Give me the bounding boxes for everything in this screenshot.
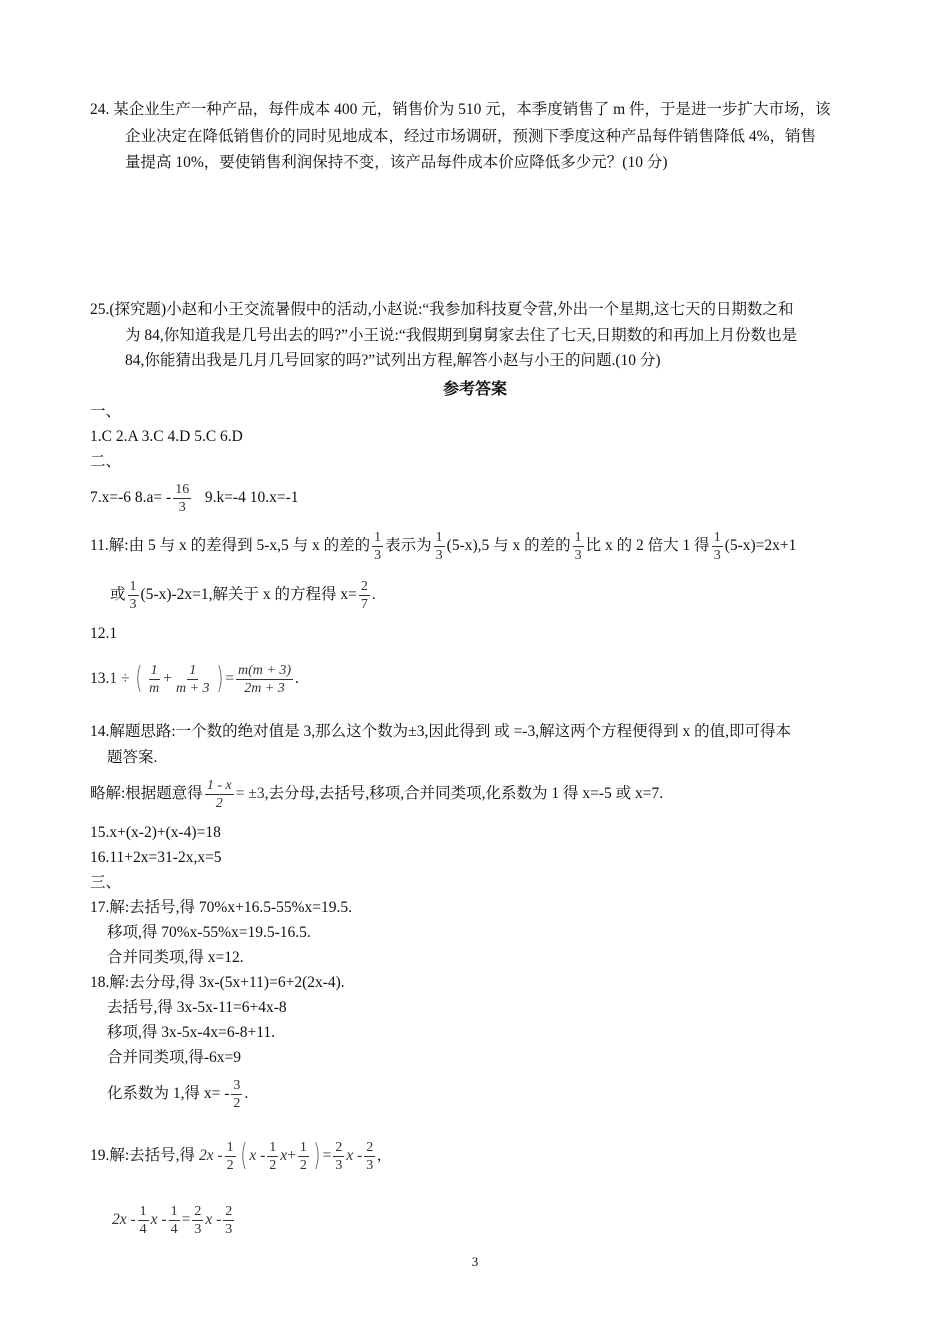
equals-sign: = xyxy=(225,670,235,687)
answer-11-text-b: 表示为 xyxy=(385,537,432,554)
answer-14-text-b: ,去分母,去括号,移项,合并同类项,化系数为 1 得 x=-5 或 x=7. xyxy=(264,785,664,802)
answer-19-text: 19.解:去括号,得 xyxy=(90,1147,196,1164)
answers-title: 参考答案 xyxy=(442,379,507,398)
answer-17-line-3: 合并同类项,得 x=12. xyxy=(107,949,244,966)
answer-14-line-3 xyxy=(90,772,663,816)
fraction-denominator: m xyxy=(149,680,160,696)
left-paren-icon: ( xyxy=(135,661,143,697)
fraction-2-3 xyxy=(364,1139,375,1174)
answer-16: 16.11+2x=31-2x,x=5 xyxy=(90,849,222,866)
answer-18-period: . xyxy=(244,1085,249,1102)
q25-line-1: 25.(探究题)小赵和小王交流暑假中的活动,小赵说:“我参加科技夏令营,外出一个星期,这七天的日期数之和 xyxy=(90,301,794,318)
fraction-numerator: 1 xyxy=(189,662,197,678)
fraction-1-4 xyxy=(169,1203,180,1238)
fraction-1-3 xyxy=(372,529,383,564)
answer-15: 15.x+(x-2)+(x-4)=18 xyxy=(90,824,221,841)
equals-sign: = xyxy=(322,1147,332,1164)
answer-18-text-a: 化系数为 1,得 x= - xyxy=(107,1085,230,1102)
fraction-denominator: 3 xyxy=(194,1221,202,1237)
answer-11-text-d: 比 x 的 2 倍大 1 得 xyxy=(585,537,710,554)
answer-18-line-4: 合并同类项,得-6x=9 xyxy=(107,1049,242,1066)
fraction-numerator: 1 xyxy=(139,1203,147,1219)
plus-minus-value: = ±3 xyxy=(235,785,265,802)
right-paren-icon: ) xyxy=(313,1138,321,1174)
term-x-minus: x - xyxy=(346,1147,363,1164)
fraction-numerator: 1 - x xyxy=(206,777,232,793)
answer-19-line-2 xyxy=(112,1198,236,1242)
fraction-3-2 xyxy=(231,1077,242,1112)
fraction-numerator: 1 xyxy=(574,529,582,545)
answer-14-line-1: 14.解题思路:一个数的绝对值是 3,那么这个数为±3,因此得到 或 =-3,解这两个方程便得到 x 的值,即可得本 xyxy=(90,723,791,740)
plus-sign: + xyxy=(287,1147,296,1164)
fraction-numerator: 1 xyxy=(226,1139,234,1155)
answer-9-10-text: 9.k=-4 10.x=-1 xyxy=(204,489,299,506)
fraction-numerator: 1 xyxy=(374,529,382,545)
answer-18-line-2: 去括号,得 3x-5x-11=6+4x-8 xyxy=(107,999,287,1016)
answer-11-text-c: (5-x),5 与 x 的差的 xyxy=(446,537,571,554)
answer-18-line-1: 18.解:去分母,得 3x-(5x+11)=6+2(2x-4). xyxy=(90,974,345,991)
q25-line-2: 为 84,你知道我是几号出去的吗?”小王说:“我假期到舅舅家去住了七天,日期数的和再加上月份数也是 xyxy=(125,327,798,344)
fraction-1-4 xyxy=(138,1203,149,1238)
fraction-2-7 xyxy=(359,578,370,613)
fraction-1-3 xyxy=(712,529,723,564)
fraction-denominator: 3 xyxy=(574,547,582,563)
fraction-1-2 xyxy=(225,1139,236,1174)
answers-1-6: 1.C 2.A 3.C 4.D 5.C 6.D xyxy=(90,428,243,445)
answer-17-line-1: 17.解:去括号,得 70%x+16.5-55%x=19.5. xyxy=(90,899,353,916)
fraction-numerator: 1 xyxy=(150,662,158,678)
section-2-heading: 二、 xyxy=(90,453,122,470)
fraction-2-3 xyxy=(192,1203,203,1238)
answer-14-text-a: 略解:根据题意得 xyxy=(90,785,203,802)
answer-18-line-3: 移项,得 3x-5x-4x=6-8+11. xyxy=(107,1024,276,1041)
fraction-denominator: 2 xyxy=(269,1157,277,1173)
fraction-2-3 xyxy=(333,1139,344,1174)
division-expression: 1 ÷ xyxy=(109,670,130,687)
answer-18-line-5 xyxy=(107,1072,248,1116)
answer-11-period: . xyxy=(371,586,376,603)
fraction-denominator: 4 xyxy=(139,1221,147,1237)
term-x-minus: x - xyxy=(150,1211,167,1228)
fraction-denominator: 3 xyxy=(374,547,382,563)
answer-11-text-a: 11.解:由 5 与 x 的差得到 5-x,5 与 x 的差的 xyxy=(90,537,371,554)
fraction-denominator: 2 xyxy=(233,1095,241,1111)
answers-7-10 xyxy=(90,478,299,518)
fraction-1-2 xyxy=(267,1139,278,1174)
fraction-numerator: 2 xyxy=(360,578,368,594)
q24-line-3: 量提高 10%，要使销售利润保持不变，该产品每件成本价应降低多少元？(10 分) xyxy=(125,154,668,171)
fraction-numerator: m(m + 3) xyxy=(238,662,292,678)
fraction-1-m xyxy=(147,662,161,697)
fraction-denominator: 4 xyxy=(170,1221,178,1237)
fraction-numerator: 16 xyxy=(175,481,190,497)
fraction-denominator: 7 xyxy=(360,596,368,612)
fraction-numerator: 1 xyxy=(129,578,137,594)
fraction-2-3 xyxy=(223,1203,234,1238)
q25-line-3: 84,你能猜出我是几月几号回家的吗?”试列出方程,解答小赵与小王的问题.(10 分) xyxy=(125,352,661,369)
answer-19-line-1: 19.解:去括号,得 2x - $\frac{1}{2}$ ( x - $\frac{1}{2}$ x+ $\frac{1}{2}$ ) = $\frac{2}{3}$ x - $\frac{2}{3}$ , xyxy=(90,1134,381,1178)
right-paren-icon: ) xyxy=(215,661,223,697)
fraction-1-2 xyxy=(298,1139,309,1174)
fraction-1-3 xyxy=(128,578,139,613)
answer-7-8-text: 7.x=-6 8.a= - xyxy=(90,489,172,506)
fraction-numerator: 2 xyxy=(366,1139,374,1155)
fraction-1-3 xyxy=(573,529,584,564)
fraction-denominator: 3 xyxy=(366,1157,374,1173)
fraction-denominator: 3 xyxy=(435,547,443,563)
fraction-numerator: 2 xyxy=(225,1203,233,1219)
fraction-denominator: 3 xyxy=(129,596,137,612)
answer-17-line-2: 移项,得 70%x-55%x=19.5-16.5. xyxy=(107,924,311,941)
answer-11-line-2 xyxy=(110,575,376,615)
fraction-denominator: m + 3 xyxy=(175,680,210,696)
term-2x: 2x - xyxy=(198,1147,223,1164)
answer-13-label: 13. xyxy=(90,670,110,687)
left-paren-icon: ( xyxy=(239,1138,247,1174)
plus-sign: + xyxy=(163,670,172,687)
fraction-denominator: 2 xyxy=(226,1157,234,1173)
fraction-denominator: 3 xyxy=(225,1221,233,1237)
term-x: x - xyxy=(249,1147,266,1164)
fraction-16-3 xyxy=(173,481,191,516)
answer-13 xyxy=(90,657,299,701)
fraction-1-x-2 xyxy=(205,777,234,812)
term-2x: 2x - xyxy=(112,1211,136,1228)
answer-11-text-g: (5-x)-2x=1,解关于 x 的方程得 x= xyxy=(140,586,357,603)
fraction-1-3 xyxy=(434,529,445,564)
answer-13-period: . xyxy=(295,670,299,687)
fraction-numerator: 2 xyxy=(335,1139,343,1155)
page-number: 3 xyxy=(471,1254,479,1269)
section-3-heading: 三、 xyxy=(90,874,122,891)
fraction-numerator: 1 xyxy=(435,529,443,545)
equals-sign: = xyxy=(181,1211,191,1228)
answer-11-text-f: 或 xyxy=(110,586,126,603)
fraction-denominator: 2m + 3 xyxy=(244,680,285,696)
section-1-heading: 一、 xyxy=(90,403,122,420)
answer-11-text-e: (5-x)=2x+1 xyxy=(724,537,797,554)
fraction-denominator: 3 xyxy=(713,547,721,563)
fraction-numerator: 1 xyxy=(170,1203,178,1219)
answer-14-line-2: 题答案. xyxy=(107,749,158,766)
fraction-numerator: 1 xyxy=(299,1139,307,1155)
fraction-numerator: 1 xyxy=(713,529,721,545)
fraction-denominator: 3 xyxy=(178,499,186,515)
q24-line-2: 企业决定在降低销售价的同时见地成本，经过市场调研，预测下季度这种产品每件销售降低 4%，销售 xyxy=(125,128,817,145)
fraction-1-m3 xyxy=(174,662,212,697)
answer-12: 12.1 xyxy=(90,625,118,642)
fraction-numerator: 1 xyxy=(269,1139,277,1155)
q24-line-1: 24. 某企业生产一种产品，每件成本 400 元，销售价为 510 元，本季度销售了 m 件，于是进一步扩大市场，该 xyxy=(90,101,831,118)
fraction-numerator: 3 xyxy=(233,1077,241,1093)
fraction-denominator: 2 xyxy=(299,1157,307,1173)
fraction-denominator: 2 xyxy=(215,795,223,811)
fraction-result xyxy=(236,662,293,697)
comma: , xyxy=(377,1147,382,1164)
fraction-numerator: 2 xyxy=(194,1203,202,1219)
term-x-minus: x - xyxy=(205,1211,222,1228)
fraction-denominator: 3 xyxy=(335,1157,343,1173)
answer-11-line-1 xyxy=(90,526,796,566)
